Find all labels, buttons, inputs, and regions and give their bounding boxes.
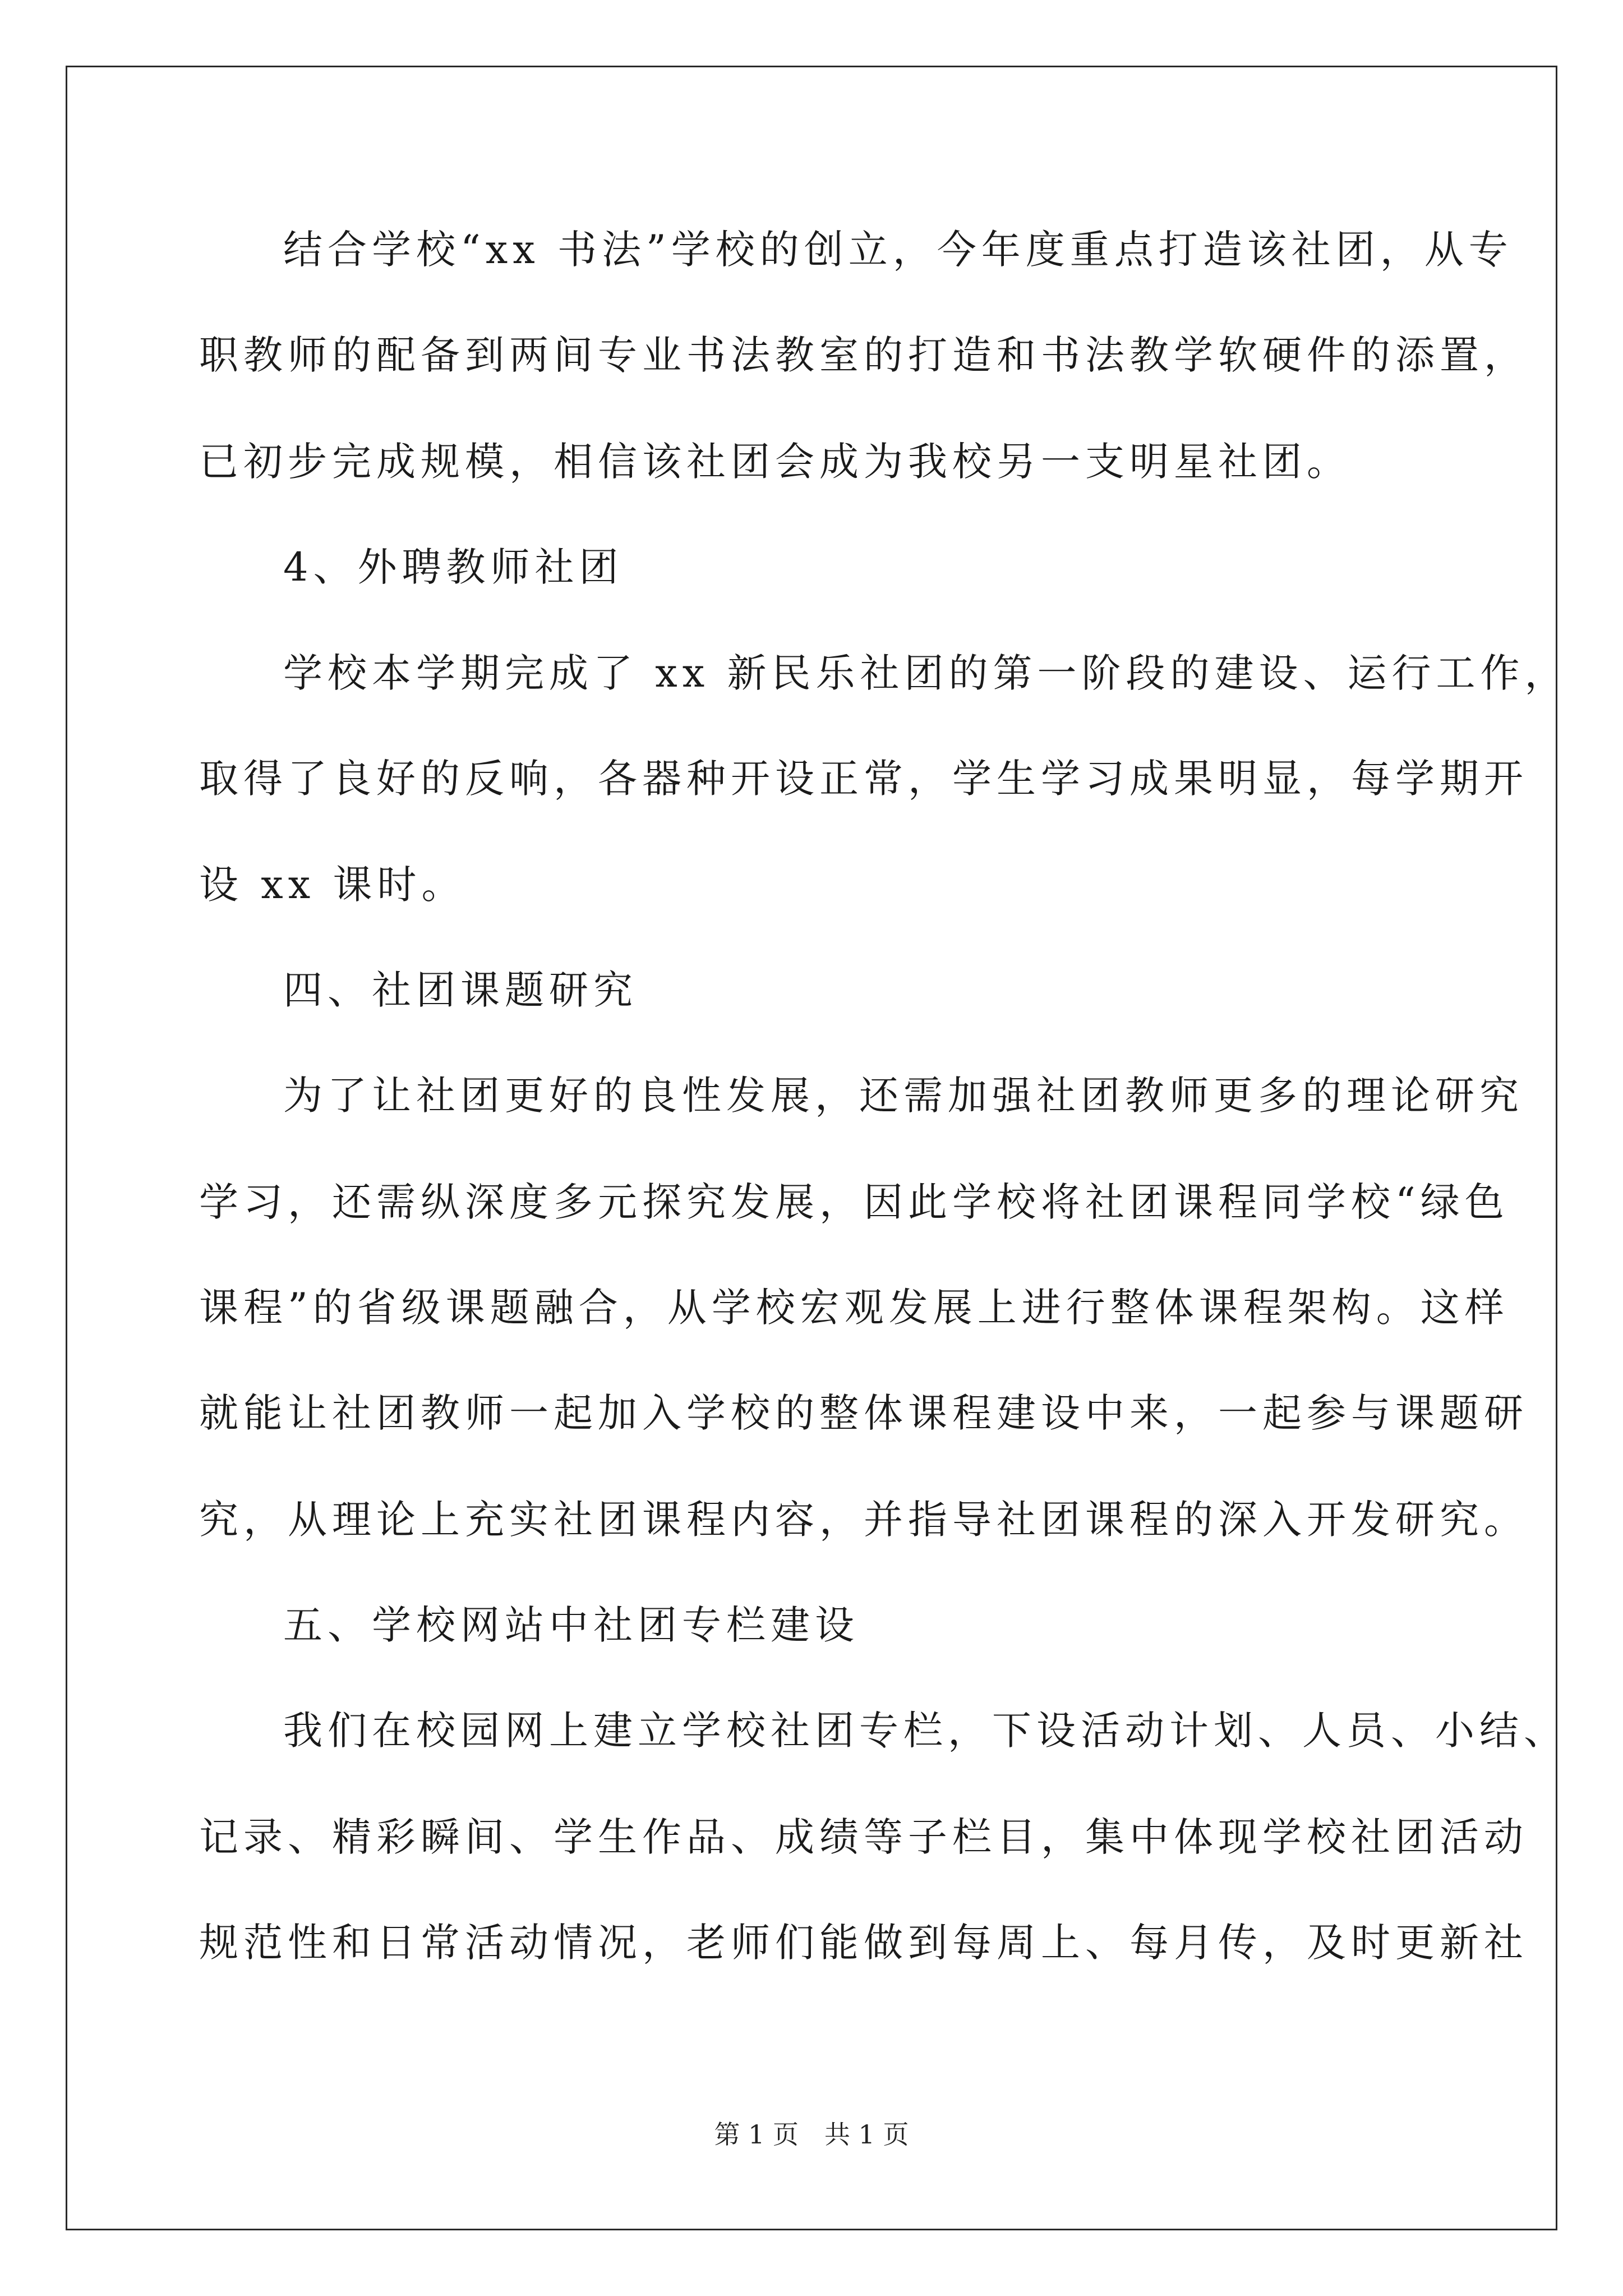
- paragraph-2-line-1: 学校本学期完成了 xx 新民乐社团的第一阶段的建设、运行工作，: [283, 650, 1569, 696]
- paragraph-1-line-2: 职教师的配备到两间专业书法教室的打造和书法教学软硬件的添置，: [199, 332, 1528, 378]
- section-heading-five: 五、学校网站中社团专栏建设: [283, 1602, 859, 1648]
- page-border: [66, 66, 1557, 2230]
- paragraph-4-line-1: 我们在校园网上建立学校社团专栏，下设活动计划、人员、小结、: [283, 1708, 1568, 1754]
- page-footer: 第 1 页 共 1 页: [714, 2119, 909, 2150]
- paragraph-1-line-3: 已初步完成规模，相信该社团会成为我校另一支明星社团。: [199, 439, 1351, 485]
- paragraph-3-line-2: 学习，还需纵深度多元探究发展，因此学校将社团课程同学校“绿色: [199, 1179, 1509, 1225]
- paragraph-3-line-4: 就能让社团教师一起加入学校的整体课程建设中来，一起参与课题研: [199, 1390, 1528, 1436]
- paragraph-3-line-5: 究，从理论上充实社团课程内容，并指导社团课程的深入开发研究。: [199, 1497, 1528, 1543]
- paragraph-2-line-3: 设 xx 课时。: [199, 862, 466, 908]
- paragraph-3-line-1: 为了让社团更好的良性发展，还需加强社团教师更多的理论研究: [283, 1073, 1524, 1119]
- section-heading-4: 4、外聘教师社团: [283, 544, 624, 590]
- paragraph-1-line-1: 结合学校“xx 书法”学校的创立，今年度重点打造该社团，从专: [283, 227, 1513, 273]
- paragraph-4-line-3: 规范性和日常活动情况，老师们能做到每周上、每月传，及时更新社: [199, 1920, 1528, 1966]
- paragraph-4-line-2: 记录、精彩瞬间、学生作品、成绩等子栏目，集中体现学校社团活动: [199, 1814, 1528, 1860]
- paragraph-2-line-2: 取得了良好的反响，各器种开设正常，学生学习成果明显，每学期开: [199, 756, 1528, 802]
- paragraph-3-line-3: 课程”的省级课题融合，从学校宏观发展上进行整体课程架构。这样: [199, 1285, 1509, 1331]
- section-heading-four: 四、社团课题研究: [283, 967, 638, 1013]
